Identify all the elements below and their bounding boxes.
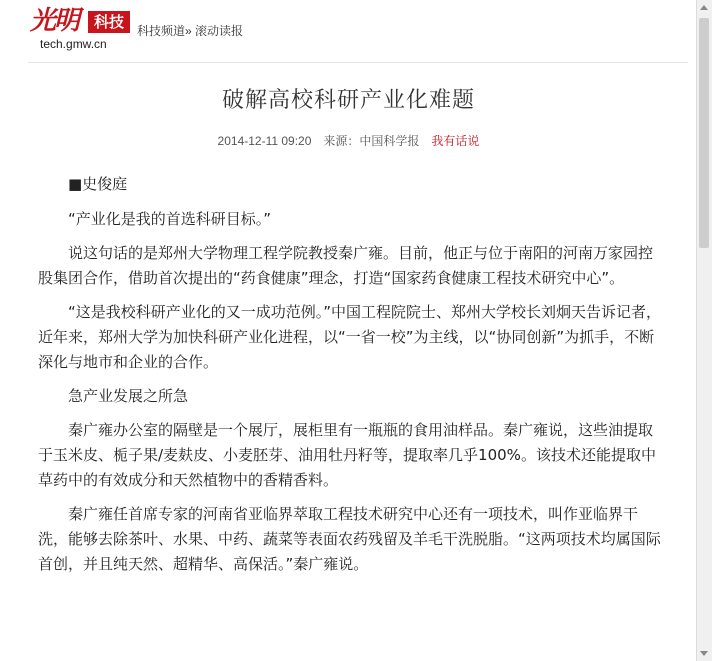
scroll-down-icon[interactable] <box>700 651 708 656</box>
logo-domain: tech.gmw.cn <box>40 37 107 51</box>
article-paragraph: 秦广雍办公室的隔壁是一个展厅，展柜里有一瓶瓶的食用油样品。秦广雍说，这些油提取于玉米皮、栀子果/麦麸皮、小麦胚芽、油用牡丹籽等，提取率几乎100%。该技术还能提取中草药中的有效成分和天然植物中的香精香料。 <box>38 421 656 489</box>
article-source: 来源：中国科学报 <box>323 134 420 148</box>
article-author: ■史俊庭 <box>68 175 128 193</box>
site-logo[interactable] <box>30 4 130 54</box>
article-body <box>38 172 666 586</box>
article-paragraph: 秦广雍任首席专家的河南省亚临界萃取工程技术研究中心还有一项技术，叫作亚临界干洗，能够去除茶叶、水果、中药、蔬菜等表面农药残留及羊毛干洗脱脂。“这两项技术均属国际首创，并且纯天然、超精华、高保活。”秦广雍说。 <box>38 505 661 573</box>
comment-link[interactable]: 我有话说 <box>431 134 480 148</box>
article-paragraph: 说这句话的是郑州大学物理工程学院教授秦广雍。目前，他正与位于南阳的河南万家园控股集团合作，借助首次提出的“药食健康”理念，打造“国家药食健康工程技术研究中心”。 <box>38 244 654 287</box>
article-subheading: 急产业发展之所急 <box>68 387 189 405</box>
breadcrumb-separator: » <box>185 24 192 38</box>
breadcrumb-section-link[interactable]: 滚动读报 <box>195 24 244 38</box>
scroll-up-icon[interactable] <box>700 5 708 10</box>
breadcrumb <box>137 22 243 39</box>
vertical-scrollbar[interactable] <box>696 0 712 661</box>
breadcrumb-channel-link[interactable]: 科技频道 <box>137 24 186 38</box>
logo-badge: 科技 <box>88 11 130 33</box>
article-paragraph: “这是我校科研产业化的又一成功范例。”中国工程院院士、郑州大学校长刘炯天告诉记者，近年来，郑州大学为加快科研产业化进程，以“一省一校”为主线，以“协同创新”为抓手，不断深化与地市和企业的合作。 <box>38 303 662 371</box>
site-header <box>0 0 697 60</box>
scroll-thumb[interactable] <box>699 18 709 248</box>
logo-script: 光明 <box>30 6 79 36</box>
header-divider <box>28 62 688 63</box>
article-title: 破解高校科研产业化难题 <box>221 88 475 113</box>
article-datetime: 2014-12-11 09:20 <box>217 134 312 148</box>
article-meta <box>0 132 697 149</box>
article-paragraph: “产业化是我的首选科研目标。” <box>68 210 272 228</box>
